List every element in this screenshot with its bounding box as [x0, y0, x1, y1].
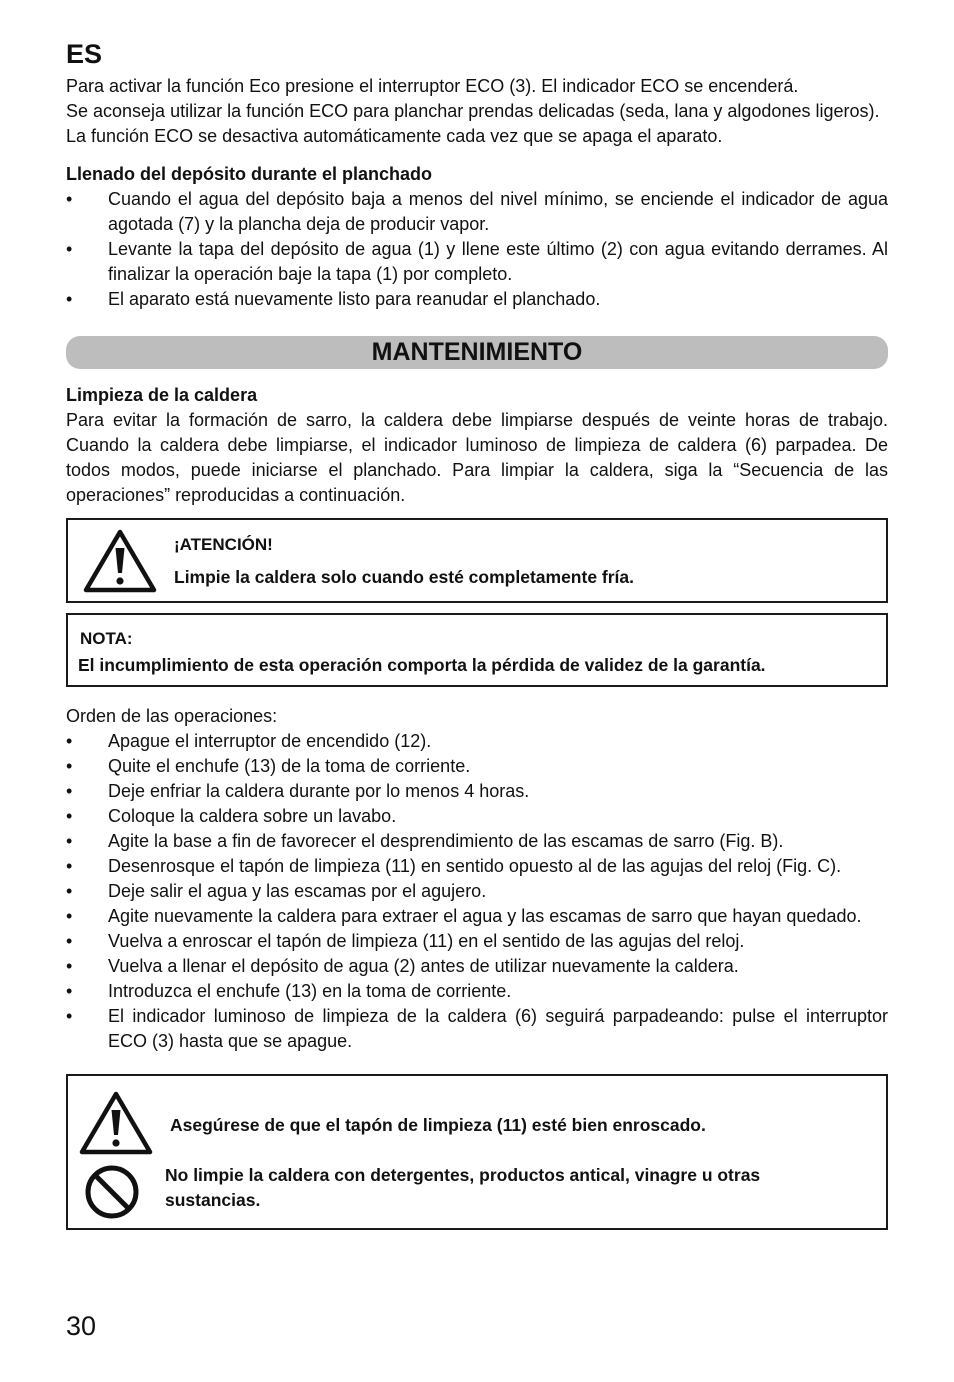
operations-intro: Orden de las operaciones: — [66, 706, 278, 726]
cleaning-paragraph: Para evitar la formación de sarro, la caldera debe limpiarse después de veinte horas de trabajo. Cuando la caldera debe limpiarse, el indicador luminoso de limpieza de caldera (6) parpadea. De todos modos, puede iniciarse el planchado. Para limpiar la caldera, siga la “Secuencia de las operaciones” reproducidas a continuación. — [66, 410, 888, 505]
list-item: • Desenrosque el tapón de limpieza (11) en sentido opuesto al de las agujas del reloj (Fig. C). — [66, 854, 888, 879]
refill-heading: Llenado del depósito durante el planchado — [66, 164, 433, 184]
warning-title: ¡ATENCIÓN! — [174, 535, 273, 554]
note-box — [66, 613, 888, 687]
list-item: • Coloque la caldera sobre un lavabo. — [66, 804, 888, 829]
list-item: • Vuelva a llenar el depósito de agua (2) antes de utilizar nuevamente la caldera. — [66, 954, 888, 979]
caution-box — [66, 1074, 888, 1230]
section-banner: MANTENIMIENTO — [66, 336, 888, 369]
list-item: • Agite la base a fin de favorecer el desprendimiento de las escamas de sarro (Fig. B). — [66, 829, 888, 854]
note-title: NOTA: — [80, 629, 133, 648]
prohibition-text: No limpie la caldera con detergentes, productos antical, vinagre u otras sustancias. — [165, 1165, 761, 1210]
intro-paragraph: Para activar la función Eco presione el interruptor ECO (3). El indicador ECO se encenderá. — [66, 76, 799, 96]
list-item: • Deje salir el agua y las escamas por el agujero. — [66, 879, 888, 904]
list-item: • Agite nuevamente la caldera para extraer el agua y las escamas de sarro que hayan quedado. — [66, 904, 888, 929]
list-item: • Vuelva a enroscar el tapón de limpieza (11) en el sentido de las agujas del reloj. — [66, 929, 888, 954]
warning-triangle-icon — [82, 528, 158, 594]
warning-text: Limpie la caldera solo cuando esté completamente fría. — [174, 567, 635, 587]
manual-page — [66, 38, 888, 1230]
list-item: • El aparato está nuevamente listo para reanudar el planchado. — [66, 287, 888, 312]
warning-triangle-icon — [78, 1090, 154, 1156]
intro-paragraph: La función ECO se desactiva automáticamente cada vez que se apaga el aparato. — [66, 126, 723, 146]
page-number: 30 — [66, 1311, 97, 1341]
caution-text: Asegúrese de que el tapón de limpieza (11) esté bien enroscado. — [170, 1115, 706, 1135]
cleaning-heading: Limpieza de la caldera — [66, 385, 258, 405]
language-label: ES — [66, 39, 103, 69]
list-item: • Apague el interruptor de encendido (12). — [66, 729, 888, 754]
refill-list — [66, 187, 888, 312]
prohibition-icon — [84, 1164, 140, 1220]
list-item: • Introduzca el enchufe (13) en la toma de corriente. — [66, 979, 888, 1004]
note-text: El incumplimiento de esta operación comporta la pérdida de validez de la garantía. — [78, 655, 766, 675]
list-item: • Deje enfriar la caldera durante por lo menos 4 horas. — [66, 779, 888, 804]
list-item: • Cuando el agua del depósito baja a menos del nivel mínimo, se enciende el indicador de agua agotada (7) y la plancha deja de producir vapor. — [66, 187, 888, 237]
list-item: • Quite el enchufe (13) de la toma de corriente. — [66, 754, 888, 779]
list-item: • Levante la tapa del depósito de agua (1) y llene este último (2) con agua evitando derrames. Al finalizar la operación baje la tapa (1) por completo. — [66, 237, 888, 287]
warning-box — [66, 518, 888, 603]
list-item: • El indicador luminoso de limpieza de la caldera (6) seguirá parpadeando: pulse el interruptor ECO (3) hasta que se apague. — [66, 1004, 888, 1054]
intro-paragraph: Se aconseja utilizar la función ECO para planchar prendas delicadas (seda, lana y algodones ligeros). — [66, 101, 880, 121]
operations-list — [66, 729, 888, 1054]
